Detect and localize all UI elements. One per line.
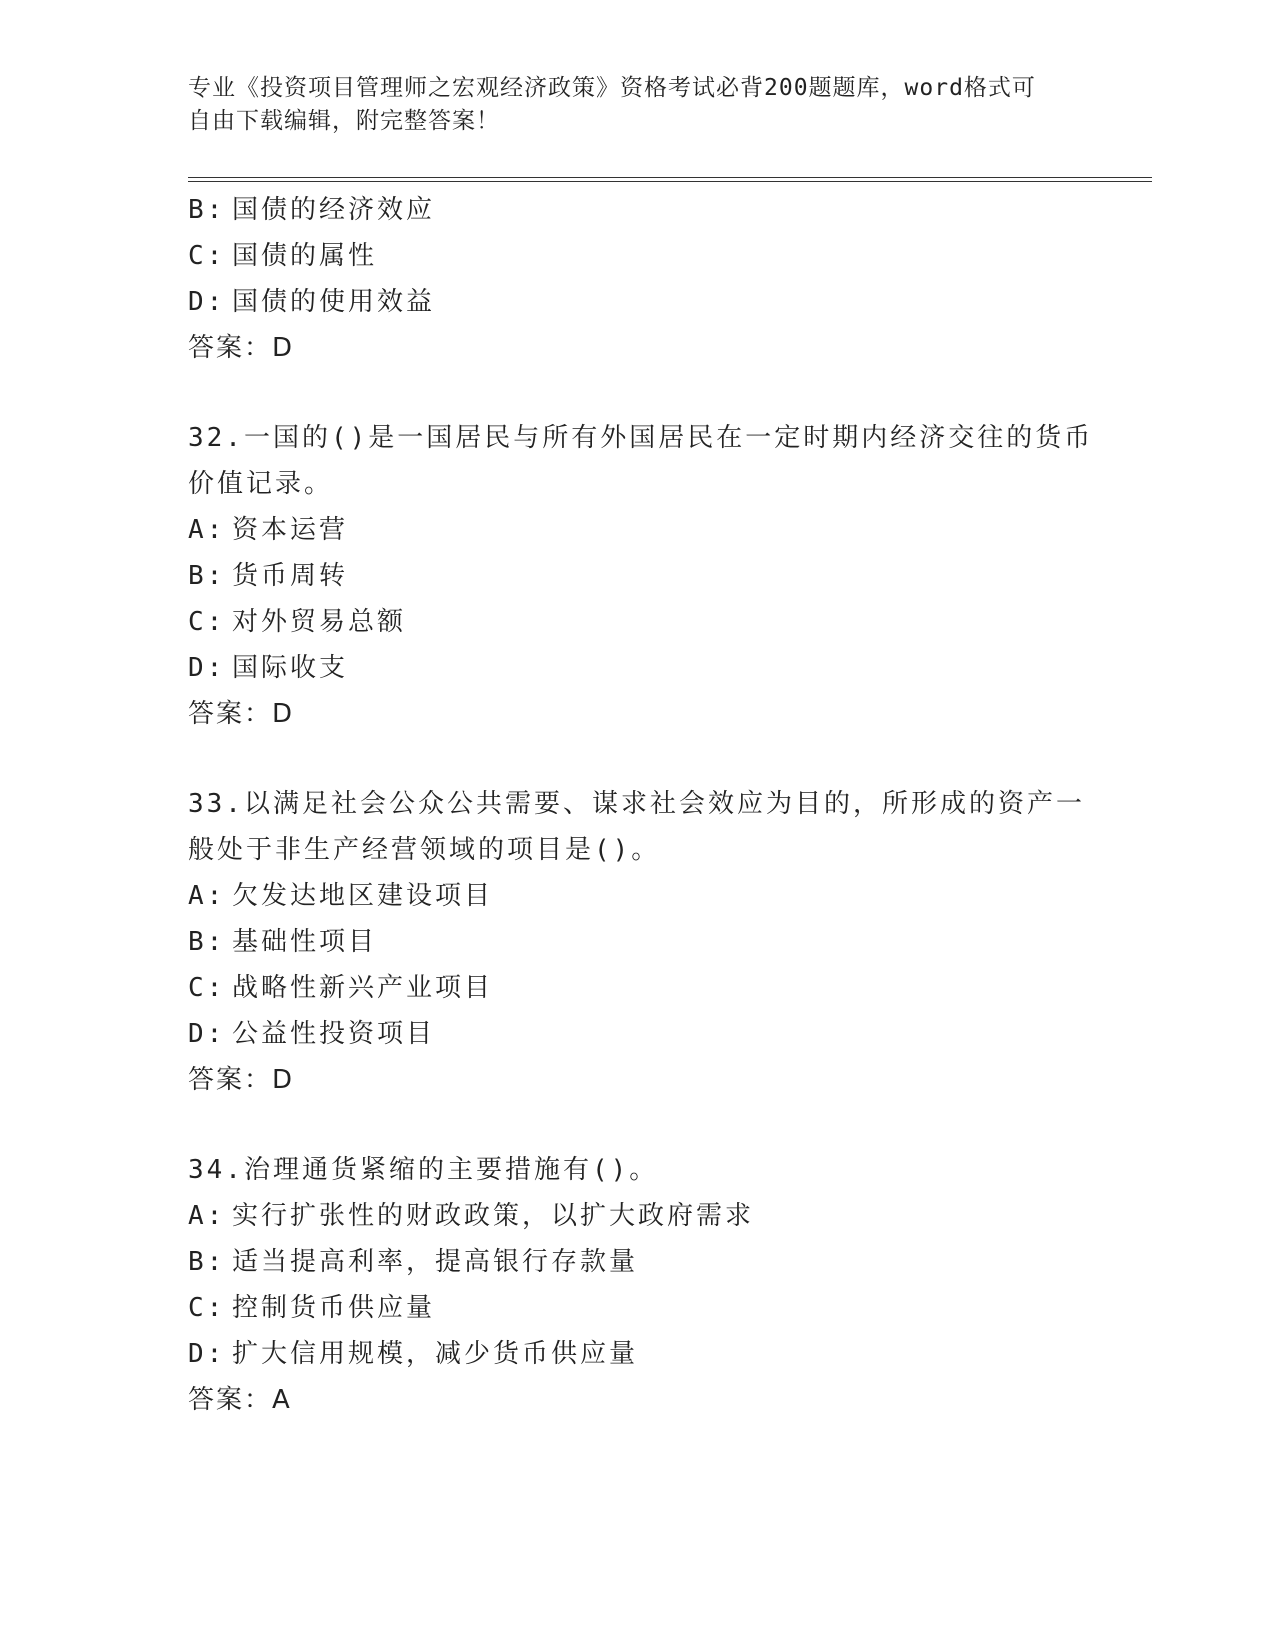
option-text: 实行扩张性的财政政策，以扩大政府需求	[232, 1201, 755, 1231]
option-d	[188, 1011, 1088, 1057]
question-spacer	[188, 737, 1088, 781]
option-text: 国债的属性	[232, 241, 378, 271]
option-letter: D:	[188, 287, 226, 317]
option-b	[188, 187, 1088, 233]
option-b	[188, 1239, 1088, 1285]
question-32	[188, 415, 1094, 737]
document-header	[188, 72, 1068, 138]
option-d	[188, 279, 1088, 325]
option-letter: C:	[188, 1293, 226, 1323]
option-text: 适当提高利率，提高银行存款量	[232, 1247, 639, 1277]
option-c	[188, 965, 1088, 1011]
option-d	[188, 1331, 1088, 1377]
question-stem-continued: 价值记录。	[188, 469, 334, 499]
question-34	[188, 1147, 1088, 1423]
question-stem: 32.一国的()是一国居民与所有外国居民在一定时期内经济交往的货币	[188, 423, 1094, 453]
option-text: 扩大信用规模，减少货币供应量	[232, 1339, 639, 1369]
option-c	[188, 599, 1088, 645]
option-text: 欠发达地区建设项目	[232, 881, 494, 911]
option-text: 控制货币供应量	[232, 1293, 436, 1323]
option-d	[188, 645, 1088, 691]
answer-line: 答案：D	[188, 1065, 295, 1095]
option-text: 基础性项目	[232, 927, 378, 957]
option-letter: D:	[188, 1339, 226, 1369]
option-letter: B:	[188, 927, 226, 957]
question-stem-continued: 般处于非生产经营领域的项目是()。	[188, 835, 661, 865]
header-divider	[188, 177, 1152, 182]
option-letter: D:	[188, 653, 226, 683]
question-33	[188, 781, 1088, 1103]
answer-line: 答案：D	[188, 333, 295, 363]
option-text: 国债的使用效益	[232, 287, 436, 317]
option-text: 对外贸易总额	[232, 607, 407, 637]
question-spacer	[188, 371, 1088, 415]
option-letter: B:	[188, 561, 226, 591]
option-text: 公益性投资项目	[232, 1019, 436, 1049]
header-title-line-2: 自由下载编辑，附完整答案！	[188, 108, 500, 134]
option-letter: C:	[188, 973, 226, 1003]
option-b	[188, 553, 1088, 599]
option-text: 货币周转	[232, 561, 349, 591]
option-letter: D:	[188, 1019, 226, 1049]
option-text: 资本运营	[232, 515, 349, 545]
option-text: 国债的经济效应	[232, 195, 436, 225]
answer-line: 答案：D	[188, 699, 295, 729]
option-a	[188, 1193, 1088, 1239]
answer-line: 答案：A	[188, 1385, 292, 1415]
option-letter: C:	[188, 241, 226, 271]
option-a	[188, 873, 1088, 919]
option-a	[188, 507, 1088, 553]
question-spacer	[188, 1103, 1088, 1147]
option-letter: A:	[188, 1201, 226, 1231]
option-text: 国际收支	[232, 653, 349, 683]
option-letter: C:	[188, 607, 226, 637]
option-letter: A:	[188, 881, 226, 911]
question-list	[188, 187, 1094, 1423]
option-letter: B:	[188, 1247, 226, 1277]
option-letter: B:	[188, 195, 226, 225]
question-stem: 34.治理通货紧缩的主要措施有()。	[188, 1155, 659, 1185]
option-text: 战略性新兴产业项目	[232, 973, 494, 1003]
header-title-line-1: 专业《投资项目管理师之宏观经济政策》资格考试必背200题题库，word格式可	[188, 75, 1036, 101]
option-b	[188, 919, 1088, 965]
option-c	[188, 233, 1088, 279]
question-31-continued	[188, 187, 1088, 371]
option-letter: A:	[188, 515, 226, 545]
question-stem: 33.以满足社会公众公共需要、谋求社会效应为目的，所形成的资产一	[188, 789, 1085, 819]
option-c	[188, 1285, 1088, 1331]
